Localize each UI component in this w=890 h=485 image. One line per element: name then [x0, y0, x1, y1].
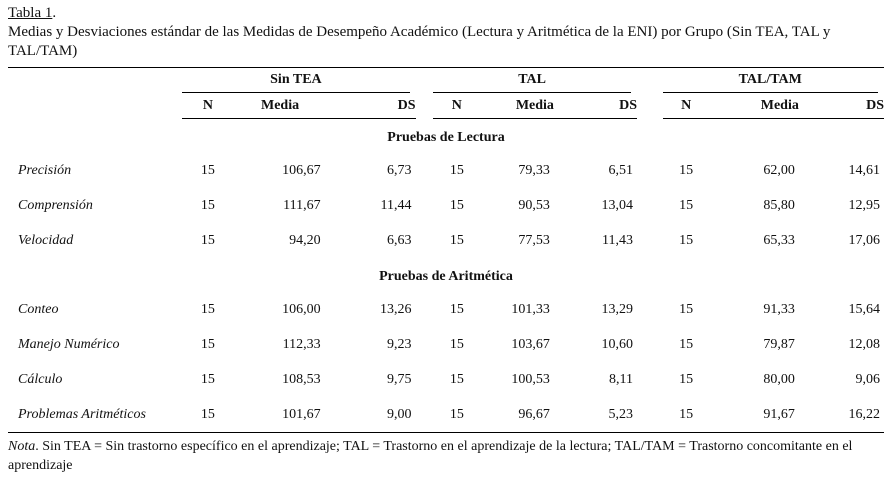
- table-cell: 9,06: [855, 371, 880, 387]
- table-cell: 15: [200, 371, 215, 387]
- table-cell: 103,67: [511, 336, 550, 352]
- table-cell: 13,29: [601, 301, 633, 317]
- table-cell: 94,20: [289, 232, 321, 248]
- table-cell: 9,75: [387, 371, 412, 387]
- table-cell: 17,06: [848, 232, 880, 248]
- table-cell: 106,00: [282, 301, 321, 317]
- table-cell: 15: [449, 371, 464, 387]
- table-cell: 101,67: [234, 397, 327, 433]
- table-cell: 77,53: [518, 232, 550, 248]
- group-header-sin-tea: Sin TEA: [182, 68, 415, 94]
- table-cell: 16,22: [799, 397, 884, 433]
- row-label: Precisión: [18, 162, 72, 178]
- table-cell: 15,64: [848, 301, 880, 317]
- table-cell: 6,73: [387, 162, 412, 178]
- table-cell: 5,23: [554, 397, 637, 433]
- table-cell: 80,00: [763, 371, 795, 387]
- table-cell: 15: [679, 162, 694, 178]
- table-cell: 111,67: [283, 197, 321, 213]
- table-cell: 15: [449, 232, 464, 248]
- table-cell: 6,63: [387, 232, 412, 248]
- table-cell: 112,33: [282, 336, 321, 352]
- group-header-tal: TAL: [433, 68, 637, 94]
- group-header-row: [8, 68, 884, 94]
- row-label: Comprensión: [18, 197, 93, 213]
- section-title: Pruebas de Lectura: [387, 130, 505, 145]
- col-header-media: Media: [234, 94, 327, 119]
- table-cell: 12,08: [848, 336, 880, 352]
- col-header-n: N: [433, 94, 480, 119]
- table-row: [8, 292, 884, 327]
- col-header-media: Media: [710, 94, 799, 119]
- table-cell: 15: [679, 197, 694, 213]
- note-lead: Nota: [8, 439, 36, 454]
- table-cell: 79,87: [763, 336, 795, 352]
- table-cell: 10,60: [601, 336, 633, 352]
- table-row: [8, 223, 884, 258]
- table-cell: 96,67: [481, 397, 554, 433]
- table-cell: 15: [679, 232, 694, 248]
- column-header-row: [8, 94, 884, 119]
- table-cell: 106,67: [282, 162, 321, 178]
- col-header-ds: DS: [799, 94, 884, 119]
- table-cell: 8,11: [609, 371, 633, 387]
- table-row: [8, 327, 884, 362]
- col-header-n: N: [663, 94, 710, 119]
- table-title: Medias y Desviaciones estándar de las Medidas de Desempeño Académico (Lectura y Aritmética de la ENI) por Grupo (Sin TEA, TAL y TAL/TAM): [8, 24, 831, 59]
- row-label: Problemas Aritméticos: [8, 397, 182, 433]
- table-cell: 91,67: [710, 397, 799, 433]
- table-cell: 11,43: [602, 232, 633, 248]
- table-cell: 12,95: [848, 197, 880, 213]
- row-label: Velocidad: [18, 232, 74, 248]
- table-cell: 65,33: [763, 232, 795, 248]
- table-cell: 15: [449, 301, 464, 317]
- table-cell: 15: [679, 371, 694, 387]
- section-title: Pruebas de Aritmética: [379, 269, 513, 284]
- table-cell: 13,04: [601, 197, 633, 213]
- table-cell: 15: [200, 197, 215, 213]
- table-cell: 15: [200, 162, 215, 178]
- table-cell: 90,53: [518, 197, 550, 213]
- table-row: [8, 153, 884, 188]
- table-cell: 91,33: [763, 301, 795, 317]
- results-table: [8, 67, 884, 433]
- table-cell: 15: [200, 232, 215, 248]
- table-cell: 14,61: [848, 162, 880, 178]
- table-cell: 15: [182, 397, 233, 433]
- table-cell: 9,00: [327, 397, 416, 433]
- table-cell: 13,26: [380, 301, 412, 317]
- table-cell: 15: [449, 197, 464, 213]
- table-cell: 11,44: [380, 197, 412, 213]
- table-cell: 79,33: [518, 162, 550, 178]
- table-note: [8, 437, 884, 475]
- section-header-row: [8, 119, 884, 154]
- note-text: . Sin TEA = Sin trastorno específico en el aprendizaje; TAL = Trastorno en el aprendizaje de la lectura; TAL/TAM = Trastorno concomitante en el aprendizaje: [8, 439, 853, 473]
- table-cell: 9,23: [387, 336, 412, 352]
- table-label-suffix: .: [52, 5, 57, 21]
- table-cell: 100,53: [511, 371, 550, 387]
- section-header-row: [8, 258, 884, 292]
- row-label: Manejo Numérico: [18, 336, 120, 352]
- table-cell: 85,80: [763, 197, 795, 213]
- group-header-tal-tam: TAL/TAM: [663, 68, 885, 94]
- table-cell: 62,00: [763, 162, 795, 178]
- row-label: Cálculo: [18, 371, 63, 387]
- table-row: [8, 362, 884, 397]
- table-cell: 15: [679, 336, 694, 352]
- table-cell: 15: [679, 301, 694, 317]
- table-cell: 101,33: [511, 301, 550, 317]
- col-header-ds: DS: [327, 94, 416, 119]
- table-label-text: Tabla 1: [8, 5, 53, 21]
- table-cell: 15: [663, 397, 710, 433]
- table-cell: 108,53: [282, 371, 321, 387]
- table-label: [8, 4, 884, 22]
- col-header-n: N: [182, 94, 233, 119]
- table-cell: 15: [449, 336, 464, 352]
- row-label: Conteo: [18, 301, 59, 317]
- table-cell: 15: [200, 301, 215, 317]
- table-row: [8, 188, 884, 223]
- table-cell: 15: [200, 336, 215, 352]
- table-cell: 15: [449, 162, 464, 178]
- table-cell: 6,51: [608, 162, 633, 178]
- table-cell: 15: [433, 397, 480, 433]
- col-header-media: Media: [481, 94, 554, 119]
- col-header-ds: DS: [554, 94, 637, 119]
- table-row: [8, 397, 884, 433]
